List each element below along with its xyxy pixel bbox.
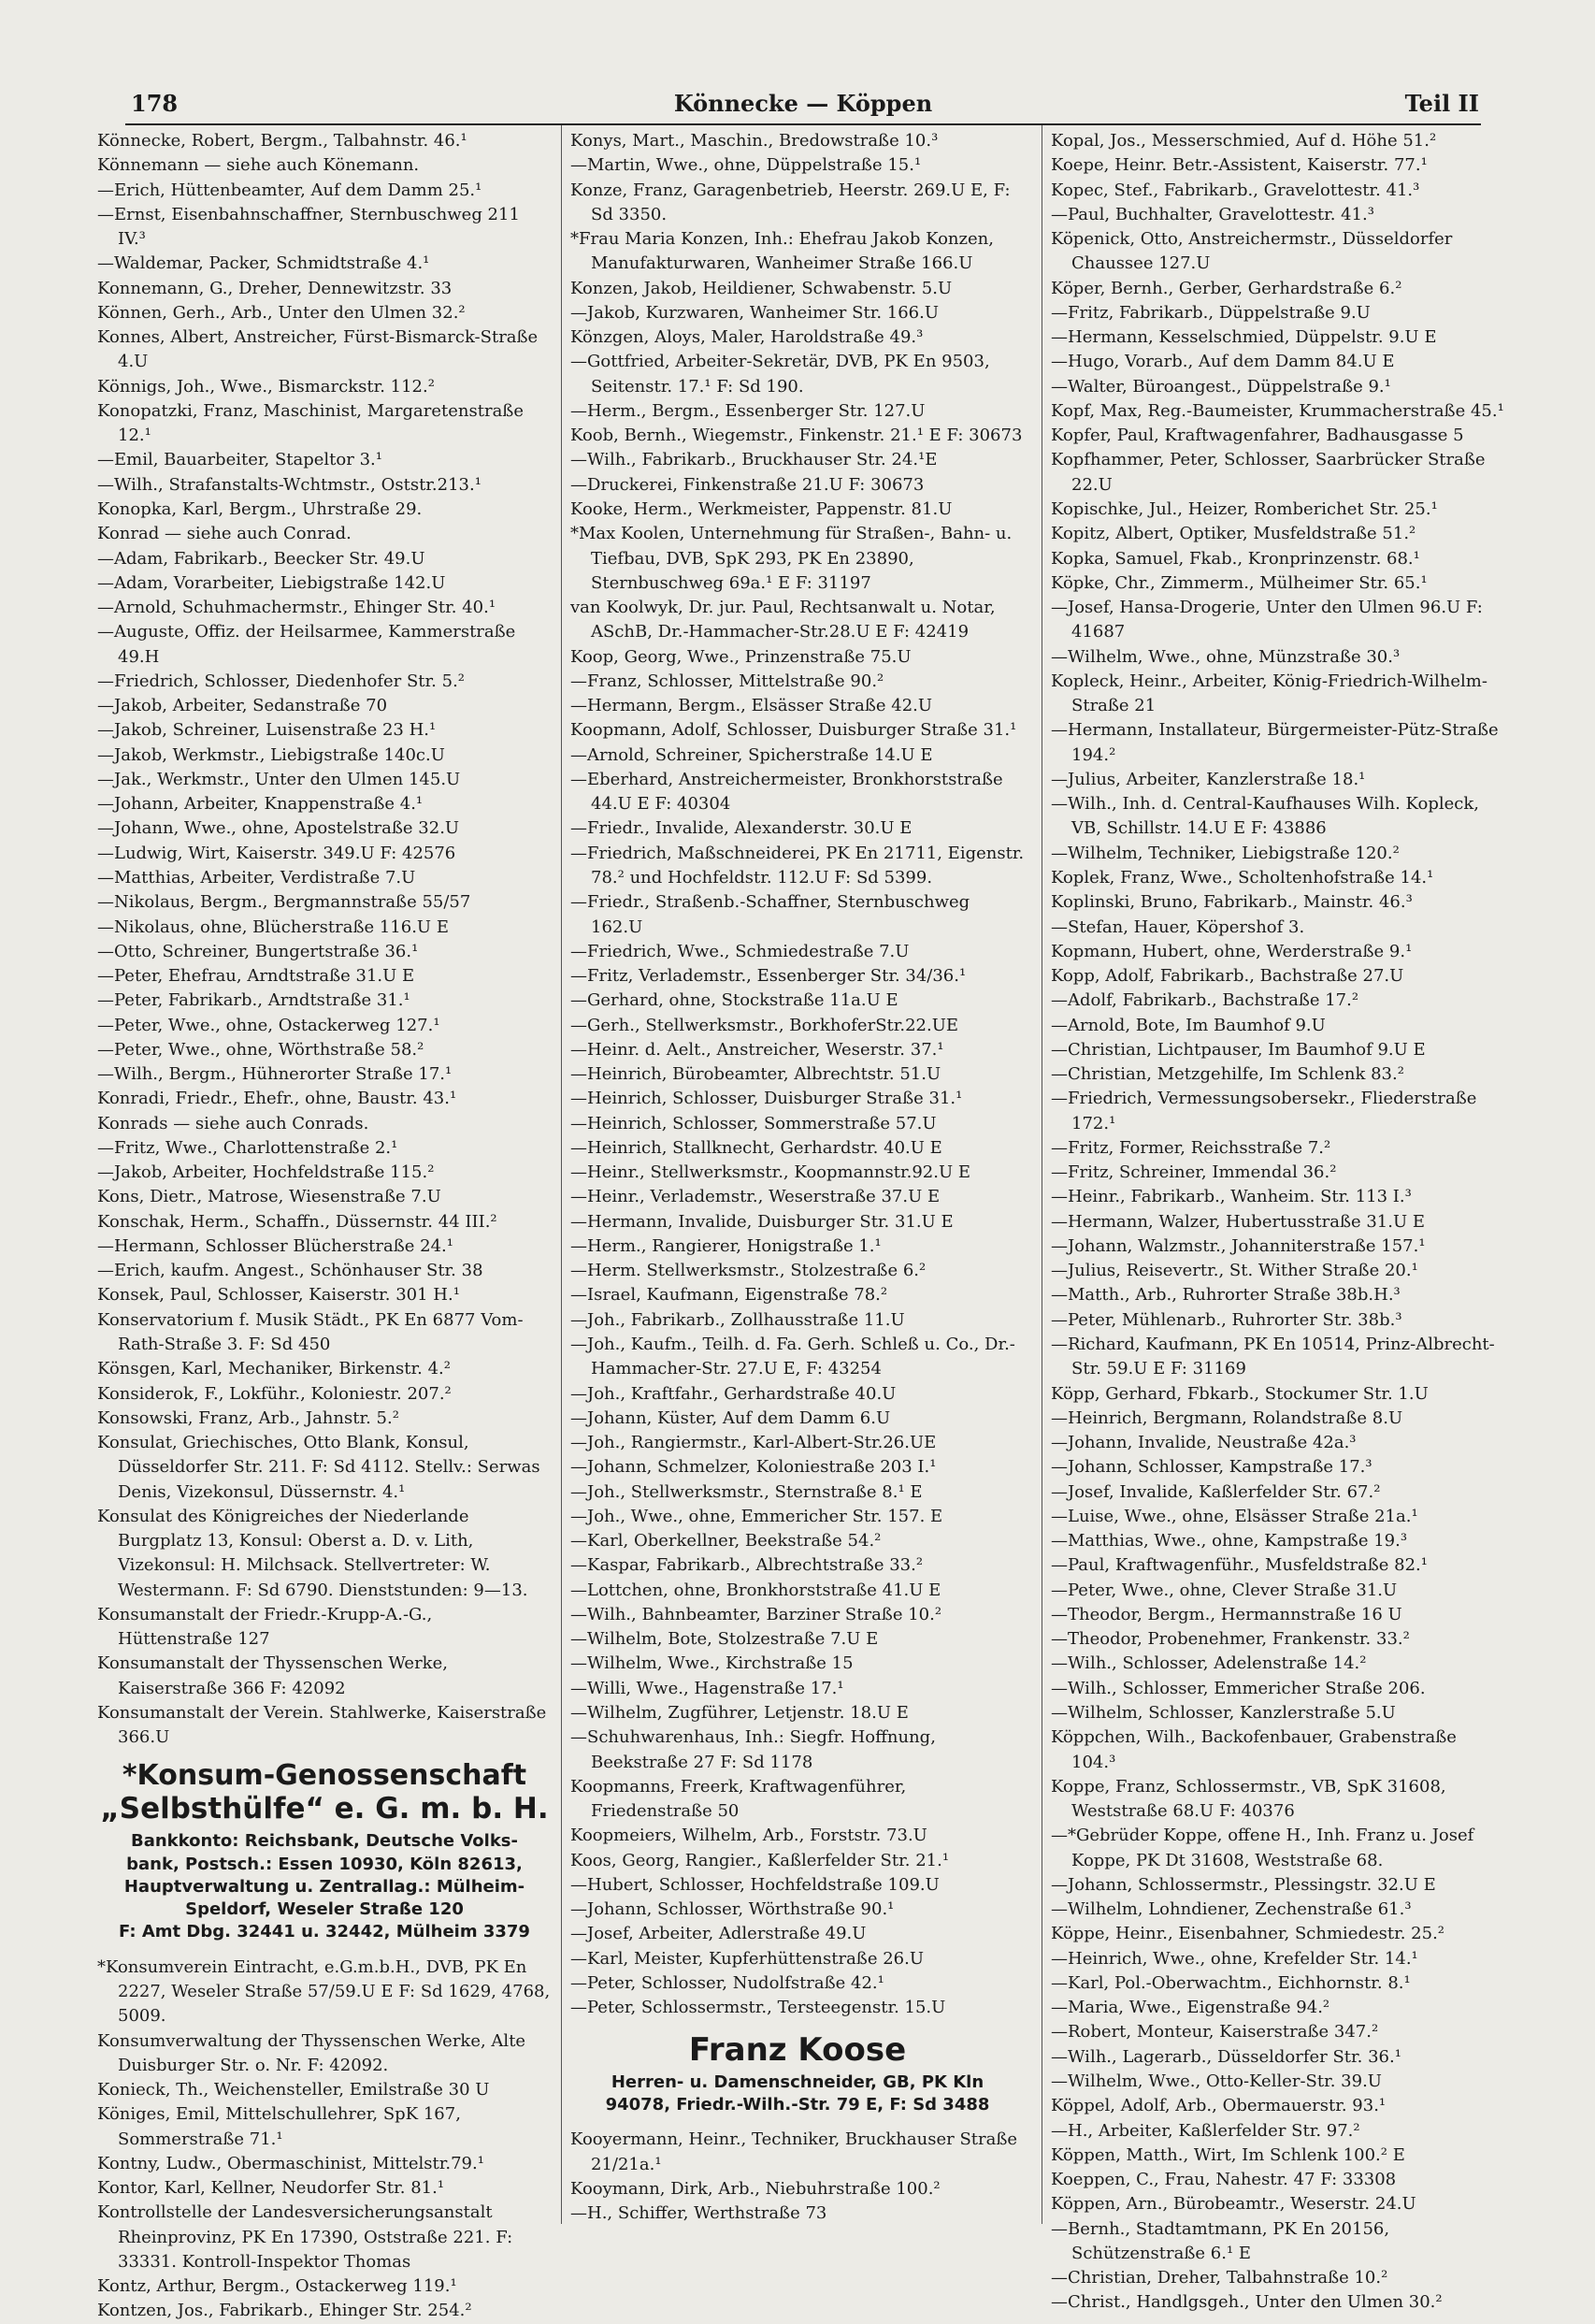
directory-entry: —Otto, Schreiner, Bungertstraße 36.¹ (97, 941, 419, 961)
directory-entry: —Jakob, Schreiner, Luisenstraße 23 H.¹ (97, 720, 437, 741)
directory-entry: —Friedrich, Schlosser, Diedenhofer Str. 5.² (97, 671, 466, 691)
page-number: 178 (131, 90, 179, 117)
directory-entry: —Heinr., Stellwerksmstr., Koopmannstr.92.U E (570, 1162, 970, 1183)
directory-entry: Können, Gerh., Arb., Unter den Ulmen 32.² (97, 302, 466, 323)
koose-advertisement (570, 2029, 1025, 2116)
entry-list (570, 129, 1025, 2020)
ad-line: Speldorf, Weseler Straße 120 (185, 1899, 464, 1920)
directory-entry: Könzgen, Aloys, Maler, Haroldstraße 49.³ (570, 327, 924, 348)
directory-entry: —Erich, Hüttenbeamter, Auf dem Damm 25.¹ (97, 180, 482, 200)
entry-list (1051, 129, 1505, 2316)
ad-title: *Konsum-Genossenschaft (122, 1758, 527, 1792)
directory-entry: Koplinski, Bruno, Fabrikarb., Mainstr. 46.³ (1051, 892, 1413, 913)
directory-entry: —Fritz, Fabrikarb., Düppelstraße 9.U (1051, 302, 1371, 323)
directory-entry: —Kaspar, Fabrikarb., Albrechtstraße 33.² (570, 1555, 924, 1576)
directory-entry: —Martin, Wwe., ohne, Düppelstraße 15.¹ (570, 155, 922, 176)
directory-entry: —Heinr. d. Aelt., Anstreicher, Weserstr. 37.¹ (570, 1039, 944, 1060)
konsum-advertisement (97, 1760, 552, 1944)
directory-entry: *Konsumverein Eintracht, e.G.m.b.H., DVB, PK En 2227, Weseler Straße 57/59.U E F: Sd 1629, 4768, 5009. (97, 1956, 551, 2027)
directory-entry: —Peter, Mühlenarb., Ruhrorter Str. 38b.³ (1051, 1309, 1402, 1330)
directory-entry: Koopmanns, Freerk, Kraftwagenführer, Friedenstraße 50 (570, 1776, 907, 1822)
directory-entry: —Emil, Bauarbeiter, Stapeltor 3.¹ (97, 450, 382, 470)
directory-entry: —Nikolaus, ohne, Blücherstraße 116.U E (97, 917, 449, 937)
directory-entry: Koepe, Heinr. Betr.-Assistent, Kaiserstr. 77.¹ (1051, 155, 1428, 176)
directory-entry: —Joh., Fabrikarb., Zollhausstraße 11.U (570, 1309, 905, 1330)
directory-entry: —Wilh., Lagerarb., Düsseldorfer Str. 36.¹ (1051, 2046, 1401, 2067)
directory-entry: Koplek, Franz, Wwe., Scholtenhofstraße 14.¹ (1051, 867, 1434, 888)
directory-entry: —Hermann, Schlosser Blücherstraße 24.¹ (97, 1235, 453, 1256)
directory-entry: Köppe, Heinr., Eisenbahner, Schmiedestr. 25.² (1051, 1924, 1445, 1944)
column-1 (97, 129, 552, 2321)
directory-entry: Kopischke, Jul., Heizer, Romberichet Str. 25.¹ (1051, 498, 1438, 519)
directory-entry: —Peter, Wwe., ohne, Ostackerweg 127.¹ (97, 1015, 440, 1035)
directory-entry: —Heinrich, Stallknecht, Gerhardstr. 40.U E (570, 1137, 942, 1158)
directory-entry: —Wilh., Fabrikarb., Bruckhauser Str. 24.¹E (570, 450, 938, 470)
directory-entry: —Johann, Walzmstr., Johanniterstraße 157.¹ (1051, 1235, 1426, 1256)
entry-list (97, 129, 552, 1751)
directory-entry: Könnemann — siehe auch Könemann. (97, 155, 420, 176)
ad-line: Hauptverwaltung u. Zentrallag.: Mülheim- (123, 1876, 525, 1897)
directory-entry: Konsumanstalt der Verein. Stahlwerke, Kaiserstraße 366.U (97, 1703, 547, 1748)
directory-entry: Koppe, Franz, Schlossermstr., VB, SpK 31608, Weststraße 68.U F: 40376 (1051, 1776, 1446, 1822)
directory-entry: —Wilhelm, Schlosser, Kanzlerstraße 5.U (1051, 1703, 1396, 1723)
column-2 (570, 129, 1025, 2224)
ad-line: bank, Postsch.: Essen 10930, Köln 82613, (126, 1854, 523, 1874)
directory-entry: —Matthias, Arbeiter, Verdistraße 7.U (97, 867, 416, 888)
directory-entry: —Christ., Handlgsgeh., Unter den Ulmen 30.² (1051, 2292, 1443, 2313)
directory-entry: Kontrollstelle der Landesversicherungsanstalt Rheinprovinz, PK En 17390, Oststraße 221. F: 33331. Kontroll-Inspektor Thomas (97, 2202, 513, 2272)
directory-entry: —Arnold, Schreiner, Spicherstraße 14.U E (570, 744, 933, 765)
directory-entry: —Wilh., Inh. d. Central-Kaufhauses Wilh. Kopleck, VB, Schillstr. 14.U E F: 43886 (1051, 794, 1479, 839)
directory-entry: —Fritz, Wwe., Charlottenstraße 2.¹ (97, 1137, 398, 1158)
directory-entry: —Arnold, Schuhmachermstr., Ehinger Str. 40.¹ (97, 598, 496, 618)
directory-entry: —Hermann, Kesselschmied, Düppelstr. 9.U E (1051, 327, 1437, 348)
directory-entry: —Adolf, Fabrikarb., Bachstraße 17.² (1051, 990, 1359, 1011)
directory-entry: van Koolwyk, Dr. jur. Paul, Rechtsanwalt u. Notar, ASchB, Dr.-Hammacher-Str.28.U E F: 42419 (570, 598, 996, 642)
directory-entry: —Maria, Wwe., Eigenstraße 94.² (1051, 1998, 1330, 2018)
directory-entry: Konsumverwaltung der Thyssenschen Werke, Alte Duisburger Str. o. Nr. F: 42092. (97, 2030, 526, 2075)
directory-entry: Köpenick, Otto, Anstreichermstr., Düsseldorfer Chaussee 127.U (1051, 229, 1453, 274)
directory-entry: —Jakob, Kurzwaren, Wanheimer Str. 166.U (570, 302, 940, 323)
directory-entry: —Peter, Fabrikarb., Arndtstraße 31.¹ (97, 990, 410, 1011)
directory-entry: —Nikolaus, Bergm., Bergmannstraße 55/57 (97, 892, 471, 913)
directory-entry: —Schuhwarenhaus, Inh.: Siegfr. Hoffnung, Beekstraße 27 F: Sd 1178 (570, 1727, 936, 1772)
directory-entry: —Walter, Büroangest., Düppelstraße 9.¹ (1051, 376, 1391, 397)
directory-entry: —Josef, Arbeiter, Adlerstraße 49.U (570, 1924, 867, 1944)
directory-entry: —Joh., Rangiermstr., Karl-Albert-Str.26.UE (570, 1433, 937, 1453)
directory-entry: —Gerh., Stellwerksmstr., BorkhoferStr.22.UE (570, 1015, 959, 1035)
directory-entry: Konsowski, Franz, Arb., Jahnstr. 5.² (97, 1407, 399, 1428)
entry-list (97, 1956, 552, 2324)
directory-entry: —Karl, Oberkellner, Beekstraße 54.² (570, 1531, 882, 1552)
directory-entry: —Hermann, Walzer, Hubertusstraße 31.U E (1051, 1211, 1426, 1232)
directory-entry: —Jak., Werkmstr., Unter den Ulmen 145.U (97, 769, 461, 789)
directory-entry: Köppen, Arn., Bürobeamtr., Weserstr. 24.U (1051, 2194, 1416, 2215)
directory-entry: —Herm., Rangierer, Honigstraße 1.¹ (570, 1235, 882, 1256)
directory-entry: Köppchen, Wilh., Backofenbauer, Grabenstraße 104.³ (1051, 1727, 1457, 1772)
directory-entry: —Ludwig, Wirt, Kaiserstr. 349.U F: 42576 (97, 843, 456, 863)
directory-entry: —Josef, Hansa-Drogerie, Unter den Ulmen 96.U F: 41687 (1051, 598, 1483, 642)
directory-entry: —Joh., Wwe., ohne, Emmericher Str. 157. E (570, 1506, 943, 1526)
ad-line: Herren- u. Damenschneider, GB, PK Kln (611, 2071, 984, 2092)
directory-entry: —Willi, Wwe., Hagenstraße 17.¹ (570, 1678, 844, 1698)
directory-entry: —Hubert, Schlosser, Hochfeldstraße 109.U (570, 1874, 940, 1895)
directory-entry: Kopec, Stef., Fabrikarb., Gravelottestr. 41.³ (1051, 180, 1420, 200)
directory-entry: —Jakob, Arbeiter, Hochfeldstraße 115.² (97, 1162, 435, 1183)
directory-entry: —Johann, Arbeiter, Knappenstraße 4.¹ (97, 794, 424, 815)
directory-entry: *Frau Maria Konzen, Inh.: Ehefrau Jakob Konzen, Manufakturwaren, Wanheimer Straße 166.U (570, 229, 994, 274)
ad-subtitle: „Selbsthülfe“ e. G. m. b. H. (100, 1792, 549, 1826)
directory-entry: —*Gebrüder Koppe, offene H., Inh. Franz u. Josef Koppe, PK Dt 31608, Weststraße 68. (1051, 1826, 1474, 1870)
directory-entry: —Wilh., Bahnbeamter, Barziner Straße 10.² (570, 1604, 942, 1624)
directory-entry: Konsulat des Königreiches der Niederlande Burgplatz 13, Konsul: Oberst a. D. v. Lith, Vizekonsul: H. Milchsack. Stellvertreter: W. Westermann. F: Sd 6790. Dienststunden: 9—13. (97, 1506, 528, 1600)
directory-entry: Kooymann, Dirk, Arb., Niebuhrstraße 100.² (570, 2178, 941, 2199)
directory-entry: —Herm., Bergm., Essenberger Str. 127.U (570, 400, 926, 421)
directory-entry: Konopatzki, Franz, Maschinist, Margaretenstraße 12.¹ (97, 400, 524, 446)
directory-entry: —Joh., Kraftfahr., Gerhardstraße 40.U (570, 1383, 897, 1404)
directory-entry: —Peter, Wwe., ohne, Clever Straße 31.U (1051, 1580, 1398, 1600)
directory-entry: —Karl, Pol.-Oberwachtm., Eichhornstr. 8.¹ (1051, 1972, 1411, 1993)
directory-entry: —Josef, Invalide, Kaßlerfelder Str. 67.² (1051, 1481, 1381, 1502)
directory-entry: —Fritz, Verlademstr., Essenberger Str. 34/36.¹ (570, 966, 967, 987)
directory-entry: —Peter, Ehefrau, Arndtstraße 31.U E (97, 966, 415, 987)
directory-entry: —Wilhelm, Wwe., Otto-Keller-Str. 39.U (1051, 2071, 1382, 2091)
directory-entry: —Johann, Wwe., ohne, Apostelstraße 32.U (97, 818, 460, 839)
directory-entry: —Paul, Buchhalter, Gravelottestr. 41.³ (1051, 204, 1374, 224)
directory-entry: —Johann, Schlosser, Wörthstraße 90.¹ (570, 1899, 895, 1920)
directory-entry: Kontny, Ludw., Obermaschinist, Mittelstr.79.¹ (97, 2153, 484, 2173)
directory-entry: —Jakob, Werkmstr., Liebigstraße 140c.U (97, 744, 445, 765)
directory-entry: Konze, Franz, Garagenbetrieb, Heerstr. 269.U E, F: Sd 3350. (570, 180, 1011, 224)
directory-entry: Konys, Mart., Maschin., Bredowstraße 10.³ (570, 131, 939, 151)
directory-entry: Konservatorium f. Musik Städt., PK En 6877 Vom-Rath-Straße 3. F: Sd 450 (97, 1309, 524, 1355)
directory-entry: —Hermann, Bergm., Elsässer Straße 42.U (570, 696, 933, 716)
directory-entry: —Luise, Wwe., ohne, Elsässer Straße 21a.¹ (1051, 1506, 1418, 1526)
directory-entry: —Joh., Kaufm., Teilh. d. Fa. Gerh. Schleß u. Co., Dr.-Hammacher-Str. 27.U E, F: 43254 (570, 1335, 1015, 1379)
running-title: Könnecke — Köppen (673, 90, 933, 117)
directory-entry: Konsulat, Griechisches, Otto Blank, Konsul, Düsseldorfer Str. 211. F: Sd 4112. Stellv.: Serwas Denis, Vizekonsul, Düssernstr. 4.¹ (97, 1433, 540, 1502)
directory-entry: —Franz, Schlosser, Mittelstraße 90.² (570, 671, 884, 691)
directory-entry: Koos, Georg, Rangier., Kaßlerfelder Str. 21.¹ (570, 1850, 950, 1870)
directory-entry: Köpke, Chr., Zimmerm., Mülheimer Str. 65.¹ (1051, 572, 1428, 593)
directory-entry: —Theodor, Probenehmer, Frankenstr. 33.² (1051, 1629, 1410, 1650)
directory-entry: Konsumanstalt der Thyssenschen Werke, Kaiserstraße 366 F: 42092 (97, 1653, 448, 1698)
directory-entry: Koopmeiers, Wilhelm, Arb., Forststr. 73.U (570, 1826, 927, 1846)
directory-entry: Kopfhammer, Peter, Schlosser, Saarbrücker Straße 22.U (1051, 450, 1486, 495)
directory-entry: Köppen, Matth., Wirt, Im Schlenk 100.² E (1051, 2144, 1405, 2165)
directory-entry: Königes, Emil, Mittelschullehrer, SpK 167, Sommerstraße 71.¹ (97, 2104, 461, 2149)
directory-entry: —Auguste, Offiz. der Heilsarmee, Kammerstraße 49.H (97, 622, 516, 667)
directory-entry: —Stefan, Hauer, Köpershof 3. (1051, 917, 1305, 937)
directory-entry: Kopf, Max, Reg.-Baumeister, Krummacherstraße 45.¹ (1051, 400, 1504, 421)
directory-entry: —Arnold, Bote, Im Baumhof 9.U (1051, 1015, 1326, 1035)
directory-entry: —Friedrich, Maßschneiderei, PK En 21711, Eigenstr. 78.² und Hochfeldstr. 112.U F: Sd 5399. (570, 843, 1025, 888)
directory-entry: —Joh., Stellwerksmstr., Sternstraße 8.¹ E (570, 1481, 923, 1502)
directory-entry: —H., Arbeiter, Kaßlerfelder Str. 97.² (1051, 2120, 1360, 2141)
directory-entry: Koob, Bernh., Wiegemstr., Finkenstr. 21.¹ E F: 30673 (570, 426, 1023, 446)
entry-list (570, 2128, 1025, 2226)
directory-entry: —Eberhard, Anstreichermeister, Bronkhorststraße 44.U E F: 40304 (570, 769, 1003, 815)
directory-entry: —Heinrich, Bürobeamter, Albrechtstr. 51.U (570, 1064, 941, 1085)
directory-entry: —Peter, Schlossermstr., Tersteegenstr. 15.U (570, 1998, 946, 2018)
directory-entry: —Wilhelm, Techniker, Liebigstraße 120.² (1051, 843, 1400, 863)
directory-entry: —Israel, Kaufmann, Eigenstraße 78.² (570, 1285, 888, 1306)
directory-entry: —Heinr., Fabrikarb., Wanheim. Str. 113 I.³ (1051, 1187, 1412, 1207)
directory-entry: Kontz, Arthur, Bergm., Ostackerweg 119.¹ (97, 2276, 457, 2297)
column-3 (1051, 129, 1505, 2313)
directory-entry: Koopmann, Adolf, Schlosser, Duisburger Straße 31.¹ (570, 720, 1017, 741)
directory-entry: —Jakob, Arbeiter, Sedanstraße 70 (97, 696, 388, 716)
directory-entry: —Richard, Kaufmann, PK En 10514, Prinz-Albrecht-Str. 59.U E F: 31169 (1051, 1335, 1495, 1379)
directory-entry: —Hermann, Installateur, Bürgermeister-Pütz-Straße 194.² (1051, 720, 1499, 765)
directory-entry: —Hugo, Vorarb., Auf dem Damm 84.U E (1051, 352, 1395, 372)
directory-entry: —Johann, Invalide, Neustraße 42a.³ (1051, 1433, 1357, 1453)
directory-entry: —Bernh., Stadtamtmann, PK En 20156, Schützenstraße 6.¹ E (1051, 2218, 1390, 2263)
directory-entry: —Gerhard, ohne, Stockstraße 11a.U E (570, 990, 898, 1011)
directory-entry: Kopka, Samuel, Fkab., Kronprinzenstr. 68.¹ (1051, 548, 1420, 569)
directory-entry: —Johann, Schlosser, Kampstraße 17.³ (1051, 1457, 1372, 1478)
directory-entry: —Christian, Dreher, Talbahnstraße 10.² (1051, 2268, 1388, 2288)
directory-entry: —Wilhelm, Bote, Stolzestraße 7.U E (570, 1629, 879, 1650)
directory-entry: Kontor, Karl, Kellner, Neudorfer Str. 81.¹ (97, 2178, 445, 2199)
directory-entry: —Christian, Lichtpauser, Im Baumhof 9.U E (1051, 1039, 1426, 1060)
directory-entry: —Karl, Meister, Kupferhüttenstraße 26.U (570, 1948, 924, 1969)
directory-entry: Köppel, Adolf, Arb., Obermauerstr. 93.¹ (1051, 2096, 1387, 2116)
directory-entry: Kontzen, Jos., Fabrikarb., Ehinger Str. 254.² (97, 2301, 472, 2321)
directory-entry: Kopfer, Paul, Kraftwagenfahrer, Badhausgasse 5 (1051, 426, 1464, 446)
directory-entry: Könnecke, Robert, Bergm., Talbahnstr. 46.¹ (97, 131, 467, 151)
directory-entry: —Wilh., Strafanstalts-Wchtmstr., Oststr.213.¹ (97, 474, 481, 495)
directory-entry: —Wilhelm, Lohndiener, Zechenstraße 61.³ (1051, 1899, 1412, 1920)
directory-entry: Kons, Dietr., Matrose, Wiesenstraße 7.U (97, 1187, 441, 1207)
directory-entry: —Hermann, Invalide, Duisburger Str. 31.U E (570, 1211, 954, 1232)
directory-entry: Könnigs, Joh., Wwe., Bismarckstr. 112.² (97, 376, 435, 397)
ad-line: 94078, Friedr.-Wilh.-Str. 79 E, F: Sd 3488 (605, 2094, 990, 2115)
directory-entry: Konsek, Paul, Schlosser, Kaiserstr. 301 H.¹ (97, 1285, 460, 1306)
directory-entry: Konieck, Th., Weichensteller, Emilstraße 30 U (97, 2080, 490, 2100)
directory-entry: —Wilh., Bergm., Hühnerorter Straße 17.¹ (97, 1064, 453, 1085)
directory-entry: *Max Koolen, Unternehmung für Straßen-, Bahn- u. Tiefbau, DVB, SpK 293, PK En 23890, Sternbuschweg 69a.¹ E F: 31197 (570, 524, 1013, 593)
directory-entry: Konsiderok, F., Lokführ., Koloniestr. 207.² (97, 1383, 452, 1404)
directory-entry: —Ernst, Eisenbahnschaffner, Sternbuschweg 211 IV.³ (97, 204, 520, 250)
directory-entry: —Druckerei, Finkenstraße 21.U F: 30673 (570, 474, 925, 495)
directory-entry: —Heinrich, Wwe., ohne, Krefelder Str. 14.¹ (1051, 1948, 1418, 1969)
directory-entry: —Julius, Arbeiter, Kanzlerstraße 18.¹ (1051, 769, 1366, 789)
ad-name: Franz Koose (688, 2031, 907, 2070)
ad-line: F: Amt Dbg. 32441 u. 32442, Mülheim 3379 (119, 1922, 530, 1942)
directory-entry: —Heinrich, Bergmann, Rolandstraße 8.U (1051, 1407, 1403, 1428)
directory-entry: —Robert, Monteur, Kaiserstraße 347.² (1051, 2022, 1379, 2043)
directory-entry: —Peter, Wwe., ohne, Wörthstraße 58.² (97, 1039, 424, 1060)
directory-entry: —Friedrich, Wwe., Schmiedestraße 7.U (570, 941, 910, 961)
directory-entry: —Lottchen, ohne, Bronkhorststraße 41.U E (570, 1580, 941, 1600)
directory-entry: Könsgen, Karl, Mechaniker, Birkenstr. 4.² (97, 1359, 451, 1379)
directory-entry: Köper, Bernh., Gerber, Gerhardstraße 6.² (1051, 278, 1402, 298)
directory-entry: —Matthias, Wwe., ohne, Kampstraße 19.³ (1051, 1531, 1408, 1552)
directory-entry: —Johann, Küster, Auf dem Damm 6.U (570, 1407, 891, 1428)
directory-entry: —Adam, Fabrikarb., Beecker Str. 49.U (97, 548, 425, 569)
directory-entry: Kopal, Jos., Messerschmied, Auf d. Höhe 51.² (1051, 131, 1437, 151)
directory-entry: —Fritz, Schreiner, Immendal 36.² (1051, 1162, 1337, 1183)
directory-entry: —Friedr., Straßenb.-Schaffner, Sternbuschweg 162.U (570, 892, 970, 937)
directory-entry: —Erich, kaufm. Angest., Schönhauser Str. 38 (97, 1261, 483, 1281)
directory-entry: Konrad — siehe auch Conrad. (97, 524, 352, 544)
directory-entry: —Gottfried, Arbeiter-Sekretär, DVB, PK En 9503, Seitenstr. 17.¹ F: Sd 190. (570, 352, 990, 397)
directory-entry: —Friedrich, Vermessungsobersekr., Fliederstraße 172.¹ (1051, 1089, 1477, 1133)
directory-entry: Kooke, Herm., Werkmeister, Pappenstr. 81.U (570, 498, 953, 519)
directory-entry: —Peter, Schlosser, Nudolfstraße 42.¹ (570, 1972, 884, 1993)
ad-line: Bankkonto: Reichsbank, Deutsche Volks- (131, 1831, 518, 1852)
directory-entry: —Herm. Stellwerksmstr., Stolzestraße 6.² (570, 1261, 927, 1281)
directory-entry: —Heinrich, Schlosser, Duisburger Straße 31.¹ (570, 1089, 963, 1109)
directory-entry: —Waldemar, Packer, Schmidtstraße 4.¹ (97, 253, 430, 274)
directory-entry: —Julius, Reisevertr., St. Wither Straße 20.¹ (1051, 1261, 1418, 1281)
directory-entry: Koeppen, C., Frau, Nahestr. 47 F: 33308 (1051, 2170, 1397, 2190)
directory-entry: Kopitz, Albert, Optiker, Musfeldstraße 51.² (1051, 524, 1416, 544)
directory-entry: —Matth., Arb., Ruhrorter Straße 38b.H.³ (1051, 1285, 1401, 1306)
directory-entry: Köpp, Gerhard, Fbkarb., Stockumer Str. 1.U (1051, 1383, 1429, 1404)
directory-entry: Konnes, Albert, Anstreicher, Fürst-Bismarck-Straße 4.U (97, 327, 539, 372)
directory-entry: —Johann, Schlossermstr., Plessingstr. 32.U E (1051, 1874, 1436, 1895)
directory-entry: —Johann, Schmelzer, Koloniestraße 203 I.¹ (570, 1457, 937, 1478)
directory-entry: Konnemann, G., Dreher, Dennewitzstr. 33 (97, 278, 453, 298)
directory-entry: —Wilhelm, Zugführer, Letjenstr. 18.U E (570, 1703, 909, 1723)
directory-entry: Konradi, Friedr., Ehefr., ohne, Baustr. 43.¹ (97, 1089, 457, 1109)
directory-entry: Koop, Georg, Wwe., Prinzenstraße 75.U (570, 646, 912, 667)
page-header (125, 86, 1481, 123)
directory-entry: Konsumanstalt der Friedr.-Krupp-A.-G., Hüttenstraße 127 (97, 1604, 433, 1650)
directory-entry: Konzen, Jakob, Heildiener, Schwabenstr. 5.U (570, 278, 953, 298)
directory-entry: —Paul, Kraftwagenführ., Musfeldstraße 82.¹ (1051, 1555, 1428, 1576)
directory-entry: —Adam, Vorarbeiter, Liebigstraße 142.U (97, 572, 446, 593)
directory-entry: —Wilhelm, Wwe., ohne, Münzstraße 30.³ (1051, 646, 1401, 667)
directory-entry: —H., Schiffer, Werthstraße 73 (570, 2203, 827, 2224)
part-label: Teil II (1404, 90, 1479, 117)
directory-entry: —Christian, Metzgehilfe, Im Schlenk 83.² (1051, 1064, 1404, 1085)
directory-entry: Kooyermann, Heinr., Techniker, Bruckhauser Straße 21/21a.¹ (570, 2129, 1018, 2174)
directory-entry: Kopp, Adolf, Fabrikarb., Bachstraße 27.U (1051, 966, 1404, 987)
directory-entry: Konrads — siehe auch Conrads. (97, 1113, 369, 1133)
directory-entry: —Theodor, Bergm., Hermannstraße 16 U (1051, 1604, 1402, 1624)
directory-entry: Konopka, Karl, Bergm., Uhrstraße 29. (97, 498, 423, 519)
directory-entry: —Wilh., Schlosser, Adelenstraße 14.² (1051, 1653, 1367, 1674)
directory-entry: —Heinrich, Schlosser, Sommerstraße 57.U (570, 1113, 937, 1133)
header-rule (125, 123, 1481, 125)
directory-entry: Kopleck, Heinr., Arbeiter, König-Friedrich-Wilhelm-Straße 21 (1051, 671, 1487, 716)
directory-entry: —Wilhelm, Wwe., Kirchstraße 15 (570, 1653, 854, 1674)
directory-entry: —Fritz, Former, Reichsstraße 7.² (1051, 1137, 1331, 1158)
directory-entry: Kopmann, Hubert, ohne, Werderstraße 9.¹ (1051, 941, 1413, 961)
column-divider (561, 125, 562, 2224)
directory-entry: Konschak, Herm., Schaffn., Düssernstr. 44 III.² (97, 1211, 497, 1232)
directory-entry: —Wilh., Schlosser, Emmericher Straße 206. (1051, 1678, 1426, 1698)
directory-entry: —Friedr., Invalide, Alexanderstr. 30.U E (570, 818, 912, 839)
directory-entry: —Heinr., Verlademstr., Weserstraße 37.U E (570, 1187, 941, 1207)
